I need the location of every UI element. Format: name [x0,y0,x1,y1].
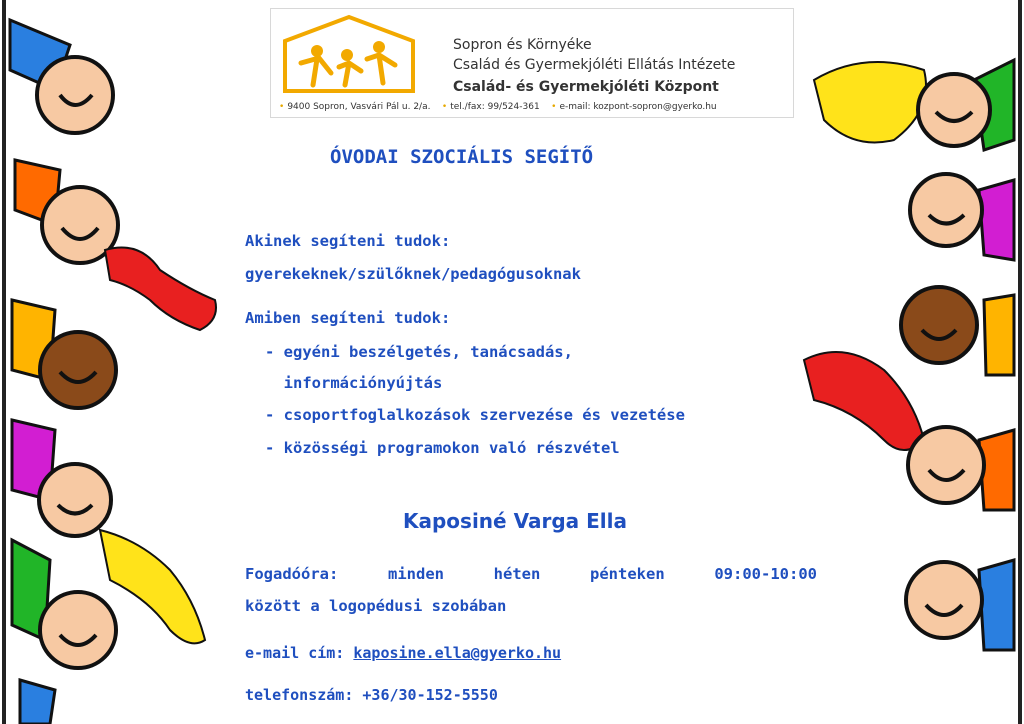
org-address: 9400 Sopron, Vasvári Pál u. 2/a. [287,102,431,112]
who-heading: Akinek segíteni tudok: [245,232,451,250]
office-hours-line1: Fogadóóra: minden héten pénteken 09:00-10:00 [245,565,817,583]
email-link[interactable]: kaposine.ella@gyerko.hu [353,644,562,662]
who-value: gyerekeknek/szülőknek/pedagógusoknak [245,265,581,283]
service-item: - közösségi programokon való részvétel [265,439,620,457]
right-children-illustration [774,0,1024,724]
org-email: e-mail: kozpont-sopron@gyerko.hu [559,102,717,112]
org-name-line1: Sopron és Környéke [453,37,592,53]
service-item: - csoportfoglalkozások szervezése és vezetése [265,406,685,424]
office-hours-line2: között a logopédusi szobában [245,597,507,615]
person-name: Kaposiné Varga Ella [403,509,627,533]
org-name-line2: Család és Gyermekjóléti Ellátás Intézete [453,57,736,73]
org-phone: tel./fax: 99/524-361 [450,102,540,112]
email-label: e-mail cím: [245,644,345,662]
phone-value: +36/30-152-5550 [362,686,498,704]
service-item-continued: információnyújtás [265,374,443,392]
organization-header [270,8,794,118]
phone-row [245,686,498,704]
left-children-illustration [0,0,230,724]
phone-label: telefonszám: [245,686,354,704]
contact-line: • 9400 Sopron, Vasvári Pál u. 2/a. • tel./fax: 99/524-361 • e-mail: kozpont-sopron@gyerko.hu [279,102,717,112]
email-row [245,644,561,662]
page-title: ÓVODAI SZOCIÁLIS SEGÍTŐ [330,146,594,168]
service-item: - egyéni beszélgetés, tanácsadás, [265,343,573,361]
org-name-line3: Család- és Gyermekjóléti Központ [453,79,719,95]
house-family-logo [279,13,419,95]
how-heading: Amiben segíteni tudok: [245,309,451,327]
